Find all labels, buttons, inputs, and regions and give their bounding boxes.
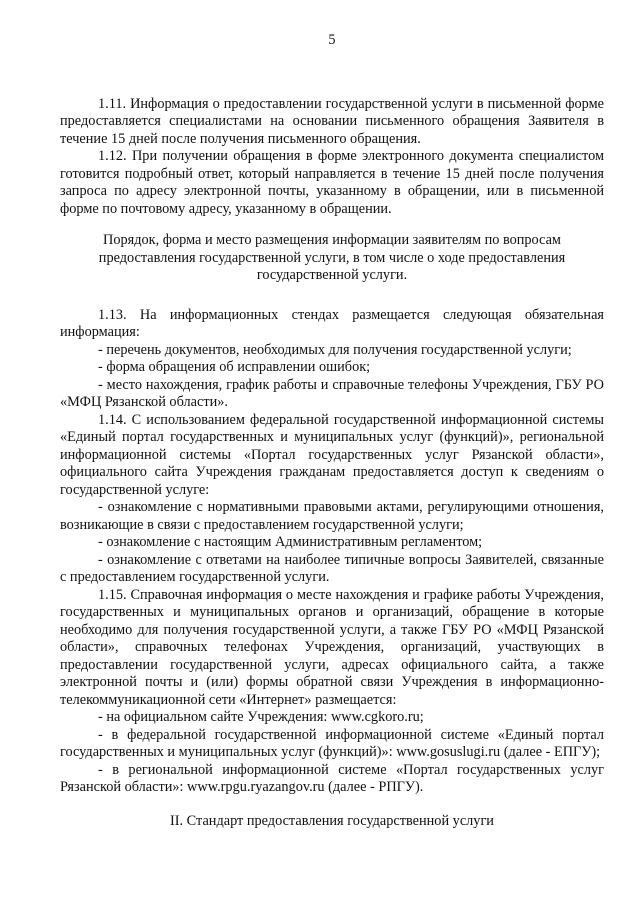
paragraph-1-13: 1.13. На информационных стендах размещается следующая обязательная информация:: [60, 306, 604, 340]
list-item: - перечень документов, необходимых для получения государственной услуги;: [98, 341, 572, 358]
list-item: - в федеральной государственной информационной системе «Единый портал государственных и муниципальных услуг (функций)»: www.gosuslugi.ru (далее - ЕПГУ);: [60, 726, 604, 760]
list-item: - форма обращения об исправлении ошибок;: [98, 359, 371, 375]
paragraph-1-14: 1.14. С использованием федеральной государственной информационной системы «Единый портал государственных и муниципальных услуг (функций)», региональной информационной системы «Портал государственных услуг Рязанской области», официального сайта Учреждения гражданам предоставляется доступ к сведениям о государственной услуге:: [60, 411, 604, 498]
paragraph-1-11: 1.11. Информация о предоставлении государственной услуги в письменной форме предоставляется специалистами на основании письменного обращения Заявителя в течение 15 дней после получения письменного обращения.: [60, 95, 604, 147]
list-item: - ознакомление с настоящим Административным регламентом;: [98, 534, 483, 550]
list-item: - ознакомление с ответами на наиболее типичные вопросы Заявителей, связанные с предоставлением государственной услуги.: [60, 551, 604, 585]
paragraph-1-12: 1.12. При получении обращения в форме электронного документа специалистом готовится подробный ответ, который направляется в течение 15 дней после получения запроса по адресу электронной почты, указанному в обращении, или в письменной форме по почтовому адресу, указанному в обращении.: [60, 148, 604, 217]
list-item: - ознакомление с нормативными правовыми актами, регулирующими отношения, возникающие в связи с предоставлением государственной услуги;: [60, 499, 604, 533]
list-item: - в региональной информационной системе «Портал государственных услуг Рязанской области»: www.rpgu.ryazangov.ru (далее - РПГУ).: [60, 761, 604, 795]
paragraph-1-15: 1.15. Справочная информация о месте нахождения и графике работы Учреждения, государственных и муниципальных органов и организаций, обращение в которые необходимо для получения государственной услуги, а также ГБУ РО «МФЦ Рязанской области», справочных телефонах Учреждения, организаций, участвующих в предоставлении государственной услуги, адресах официального сайта, а также электронной почты и (или) формы обратной связи Учреждения в информационно-телекоммуникационной сети «Интернет» размещается:: [60, 586, 604, 708]
list-item: - место нахождения, график работы и справочные телефоны Учреждения, ГБУ РО «МФЦ Рязанской области».: [60, 376, 604, 410]
page-number: 5: [328, 32, 336, 48]
list-item: - на официальном сайте Учреждения: www.cgkoro.ru;: [98, 709, 424, 725]
section-heading-info-order: Порядок, форма и место размещения информации заявителям по вопросам предоставления государственной услуги, в том числе о ходе предоставления государственной услуги.: [98, 232, 566, 283]
section-heading-standard: II. Стандарт предоставления государственной услуги: [170, 812, 494, 829]
